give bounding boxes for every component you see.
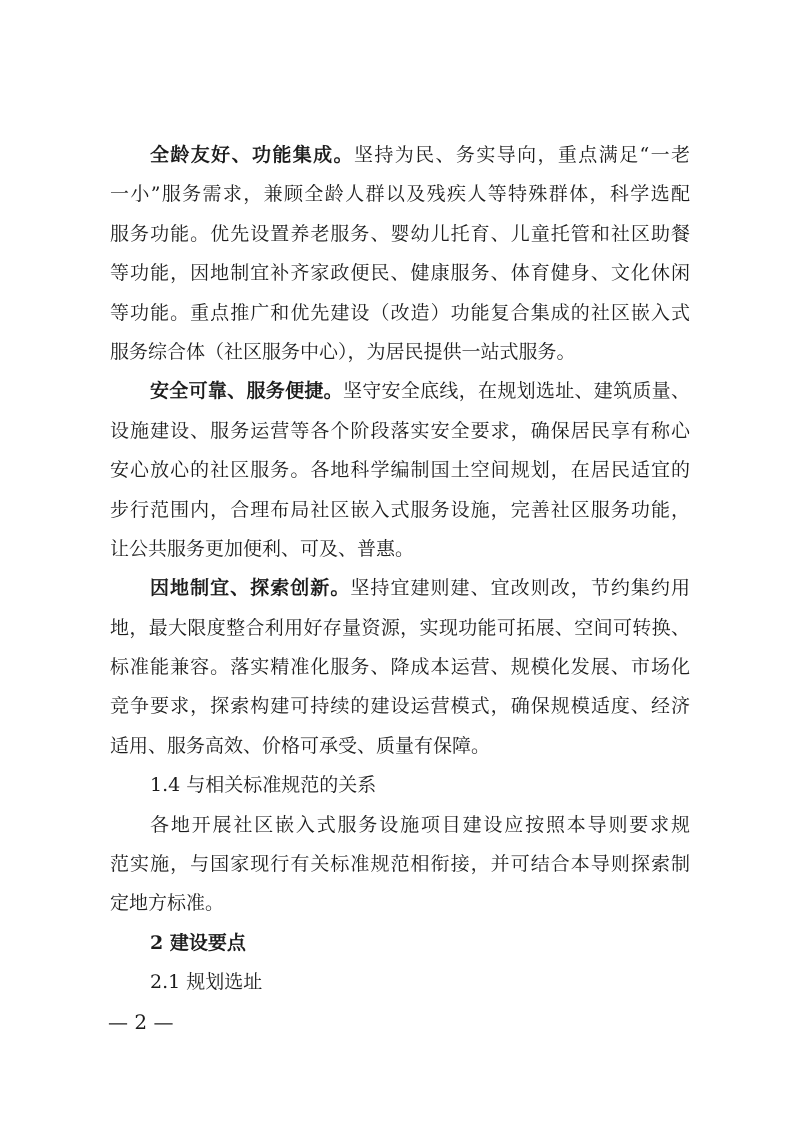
paragraph-lead: 安全可靠、服务便捷。 <box>150 380 343 403</box>
paragraph-line <box>150 136 690 175</box>
paragraph-line: 设施建设、服务运营等各个阶段落实安全要求，确保居民享有称心 <box>110 419 690 442</box>
paragraph-safety <box>110 372 690 569</box>
section-heading-2: 2 建设要点 <box>150 931 246 954</box>
section-heading-2-1: 2.1 规划选址 <box>150 971 263 994</box>
paragraph-line: 等功能，因地制宜补齐家政便民、健康服务、体育健身、文化休闲 <box>110 262 690 285</box>
section-heading-1-4: 1.4 与相关标准规范的关系 <box>150 774 377 797</box>
paragraph-line: 范实施，与国家现行有关标准规范相衔接，并可结合本导则探索制 <box>110 853 690 876</box>
paragraph-line: 标准能兼容。落实精准化服务、降成本运营、规模化发展、市场化 <box>110 656 690 679</box>
paragraph-text: 坚守安全底线，在规划选址、建筑质量、 <box>342 380 690 403</box>
paragraph-line: 一小”服务需求，兼顾全龄人群以及残疾人等特殊群体，科学选配 <box>110 183 690 206</box>
paragraph-age-friendly <box>110 136 690 372</box>
paragraph-lead: 因地制宜、探索创新。 <box>150 577 351 600</box>
paragraph-text: 坚持宜建则建、宜改则改，节约集约用 <box>350 577 690 600</box>
paragraph-line: 服务功能。优先设置养老服务、婴幼儿托育、儿童托管和社区助餐 <box>110 222 690 245</box>
paragraph-line: 竞争要求，探索构建可持续的建设运营模式，确保规模适度、经济 <box>110 695 690 718</box>
paragraph-line: 定地方标准。 <box>110 892 225 915</box>
paragraph-line: 地，最大限度整合利用好存量资源，实现功能可拓展、空间可转换、 <box>110 616 690 639</box>
paragraph-line: 适用、服务高效、价格可承受、质量有保障。 <box>110 734 491 757</box>
paragraph-line <box>150 569 690 608</box>
document-body <box>110 136 690 1003</box>
paragraph-text: 坚持为民、务实导向，重点满足“一老 <box>353 144 690 166</box>
paragraph-standards-relation <box>110 806 690 924</box>
paragraph-line: 步行范围内，合理布局社区嵌入式服务设施，完善社区服务功能， <box>110 498 690 521</box>
paragraph-lead: 全龄友好、功能集成。 <box>150 144 354 166</box>
paragraph-line: 安心放心的社区服务。各地科学编制国土空间规划，在居民适宜的 <box>110 459 690 482</box>
page-number: — 2 — <box>108 1010 174 1034</box>
paragraph-line: 服务综合体（社区服务中心），为居民提供一站式服务。 <box>110 340 576 363</box>
paragraph-line: 让公共服务更加便利、可及、普惠。 <box>110 537 415 560</box>
paragraph-local-innovation <box>110 569 690 766</box>
paragraph-line: 等功能。重点推广和优先建设（改造）功能复合集成的社区嵌入式 <box>110 301 690 324</box>
paragraph-line: 各地开展社区嵌入式服务设施项目建设应按照本导则要求规 <box>150 813 690 836</box>
paragraph-line <box>150 372 690 411</box>
